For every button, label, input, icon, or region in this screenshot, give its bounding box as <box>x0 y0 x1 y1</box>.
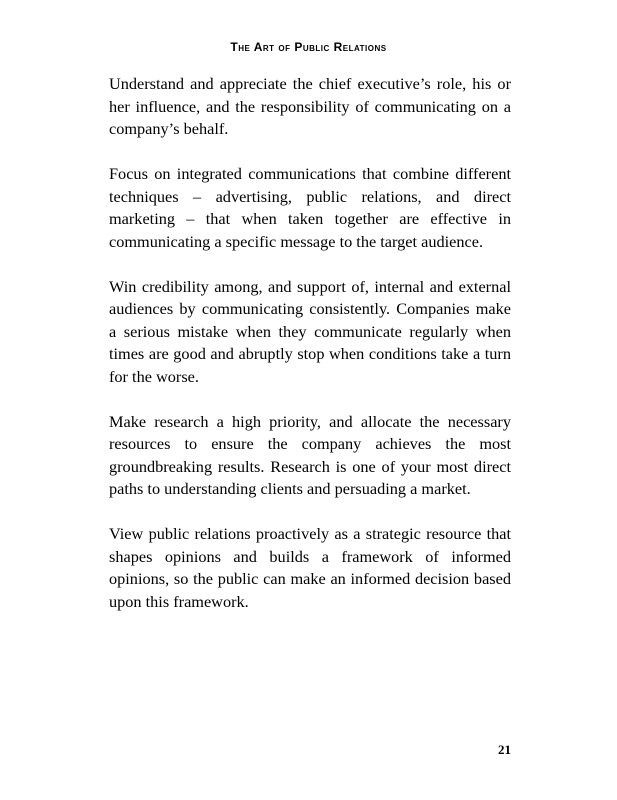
paragraph-4: Make research a high priority, and allocate the necessary resources to ensure the company achieves the most groundbreaking results. Research is one of your most direct paths to understanding clients and persuading a market. <box>109 411 511 498</box>
paragraph-5: View public relations proactively as a strategic resource that shapes opinions and builds a framework of informed opinions, so the public can make an informed decision based upon this framework. <box>109 524 511 611</box>
paragraph-3: Win credibility among, and support of, internal and external audiences by communicating consistently. Companies make a serious mistake when they communicate regularly when times are good and abruptly stop when conditions take a turn for the worse. <box>109 276 511 386</box>
paragraph-2: Focus on integrated communications that combine different techniques – advertising, public relations, and direct marketing – that when taken together are effective in communicating a specific message to the target audience. <box>109 164 511 251</box>
running-head-title: The Art of Public Relations <box>230 40 387 54</box>
page-body <box>109 73 511 636</box>
page-number: 21 <box>498 742 511 757</box>
paragraph-1: Understand and appreciate the chief executive’s role, his or her influence, and the responsibility of communicating on a company’s behalf. <box>109 74 511 138</box>
